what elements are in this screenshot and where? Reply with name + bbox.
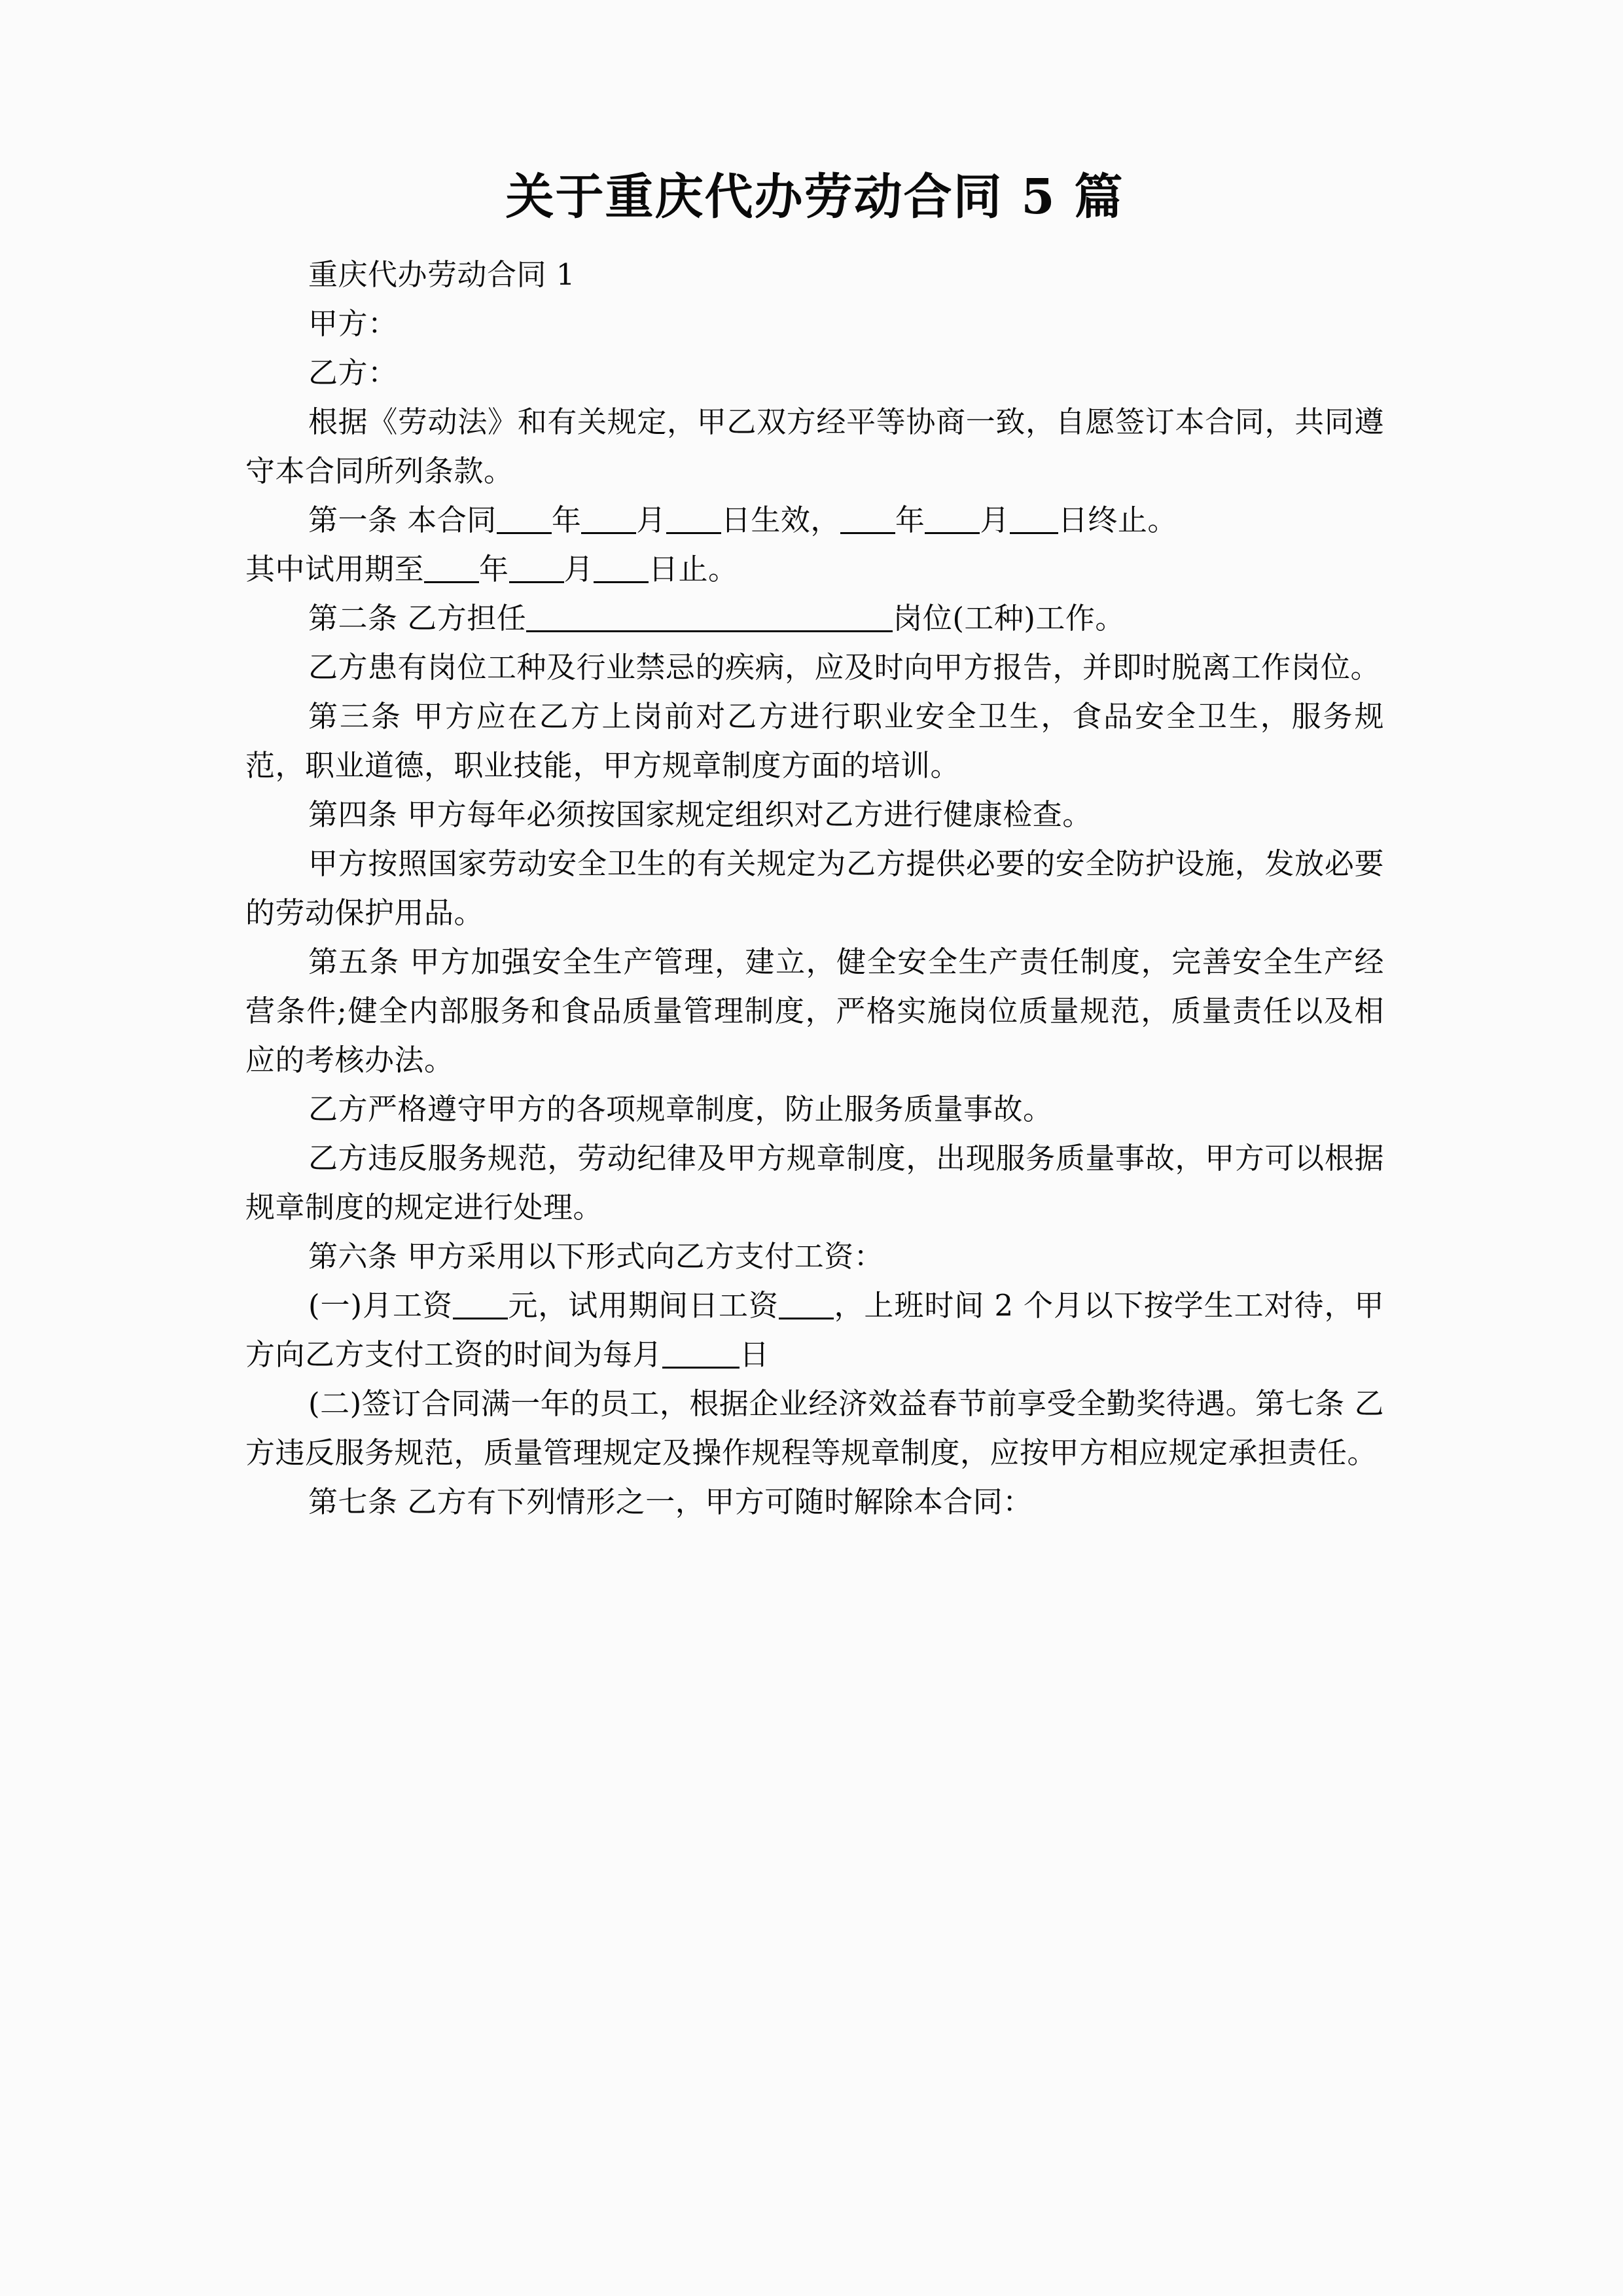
article-2-text-1: 第二条 乙方担任	[308, 600, 527, 636]
trial-period-text-1: 其中试用期至	[245, 551, 425, 586]
party-b-label: 乙方：	[308, 355, 398, 390]
article-1-blank-month-start[interactable]	[581, 506, 636, 534]
article-1-blank-day-start[interactable]	[666, 506, 721, 534]
article-7-paragraph: 第七条 乙方有下列情形之一，甲方可随时解除本合同：	[308, 1484, 1033, 1519]
item-1-blank-payday[interactable]	[662, 1340, 740, 1369]
article-3-paragraph: 第三条 甲方应在乙方上岗前对乙方进行职业安全卫生，食品安全卫生，服务规范，职业道德，职业技能，甲方规章制度方面的培训。	[245, 698, 1384, 783]
trial-period-blank-day[interactable]	[594, 555, 649, 583]
article-1-paragraph	[245, 495, 1384, 545]
article-1-blank-year-end[interactable]	[840, 506, 895, 534]
preamble-paragraph: 根据《劳动法》和有关规定，甲乙双方经平等协商一致，自愿签订本合同，共同遵守本合同所列条款。	[245, 404, 1384, 488]
page-title: 关于重庆代办劳动合同 5 篇	[505, 169, 1124, 225]
document-subtitle: 重庆代办劳动合同 1	[308, 257, 575, 292]
document-content	[245, 167, 1384, 1526]
article-2-text-2: 岗位(工种)工作。	[893, 600, 1125, 636]
article-6-paragraph: 第六条 甲方采用以下形式向乙方支付工资：	[308, 1238, 884, 1274]
article-1-text-3: 月	[636, 502, 666, 537]
party-a-label: 甲方：	[308, 306, 398, 341]
item-1-text-1: (一)月工资	[308, 1287, 453, 1323]
article-5-paragraph: 第五条 甲方加强安全生产管理，建立，健全安全生产责任制度，完善安全生产经营条件;健全内部服务和食品质量管理制度，严格实施岗位质量规范，质量责任以及相应的考核办法。	[245, 944, 1384, 1077]
trial-period-blank-year[interactable]	[424, 555, 479, 583]
article-4-body-paragraph: 甲方按照国家劳动安全卫生的有关规定为乙方提供必要的安全防护设施，发放必要的劳动保护用品。	[245, 846, 1384, 930]
article-6-item-1-paragraph	[245, 1281, 1384, 1379]
article-1-text-2: 年	[551, 502, 582, 537]
article-1-text-6: 月	[980, 502, 1010, 537]
article-5-body-paragraph-2: 乙方违反服务规范，劳动纪律及甲方规章制度，出现服务质量事故，甲方可以根据规章制度的规定进行处理。	[245, 1140, 1384, 1225]
article-2-body-paragraph: 乙方患有岗位工种及行业禁忌的疾病，应及时向甲方报告，并即时脱离工作岗位。	[308, 649, 1381, 685]
trial-period-text-3: 月	[563, 551, 594, 586]
trial-period-text-2: 年	[479, 551, 509, 586]
trial-period-text-4: 日止。	[649, 551, 738, 586]
article-1-blank-day-end[interactable]	[1010, 506, 1058, 534]
item-1-blank-daily-wage[interactable]	[779, 1291, 834, 1319]
item-1-text-2: 元，试用期间日工资	[507, 1287, 779, 1323]
article-2-blank-position[interactable]	[526, 604, 893, 632]
item-1-text-3: ，上班时间 2 个月以下按学生工对待，甲方向乙方支付工资的时间为每月	[245, 1287, 1384, 1372]
item-1-text-4: 日	[740, 1336, 770, 1372]
article-5-body-paragraph-1: 乙方严格遵守甲方的各项规章制度，防止服务质量事故。	[308, 1091, 1053, 1126]
article-1-blank-month-end[interactable]	[925, 506, 980, 534]
article-1-text-7: 日终止。	[1058, 502, 1177, 537]
trial-period-blank-month[interactable]	[509, 555, 564, 583]
article-1-text-1: 第一条 本合同	[308, 502, 497, 537]
article-1-text-5: 年	[895, 502, 925, 537]
article-1-trial-period-paragraph	[245, 545, 1384, 594]
article-6-item-2-paragraph: (二)签订合同满一年的员工，根据企业经济效益春节前享受全勤奖待遇。第七条 乙方违反服务规范，质量管理规定及操作规程等规章制度，应按甲方相应规定承担责任。	[245, 1386, 1384, 1470]
article-4-paragraph: 第四条 甲方每年必须按国家规定组织对乙方进行健康检查。	[308, 797, 1092, 832]
article-1-text-4: 日生效，	[721, 502, 840, 537]
item-1-blank-monthly-wage[interactable]	[453, 1291, 508, 1319]
article-2-paragraph	[245, 594, 1384, 643]
article-1-blank-year-start[interactable]	[497, 506, 552, 534]
